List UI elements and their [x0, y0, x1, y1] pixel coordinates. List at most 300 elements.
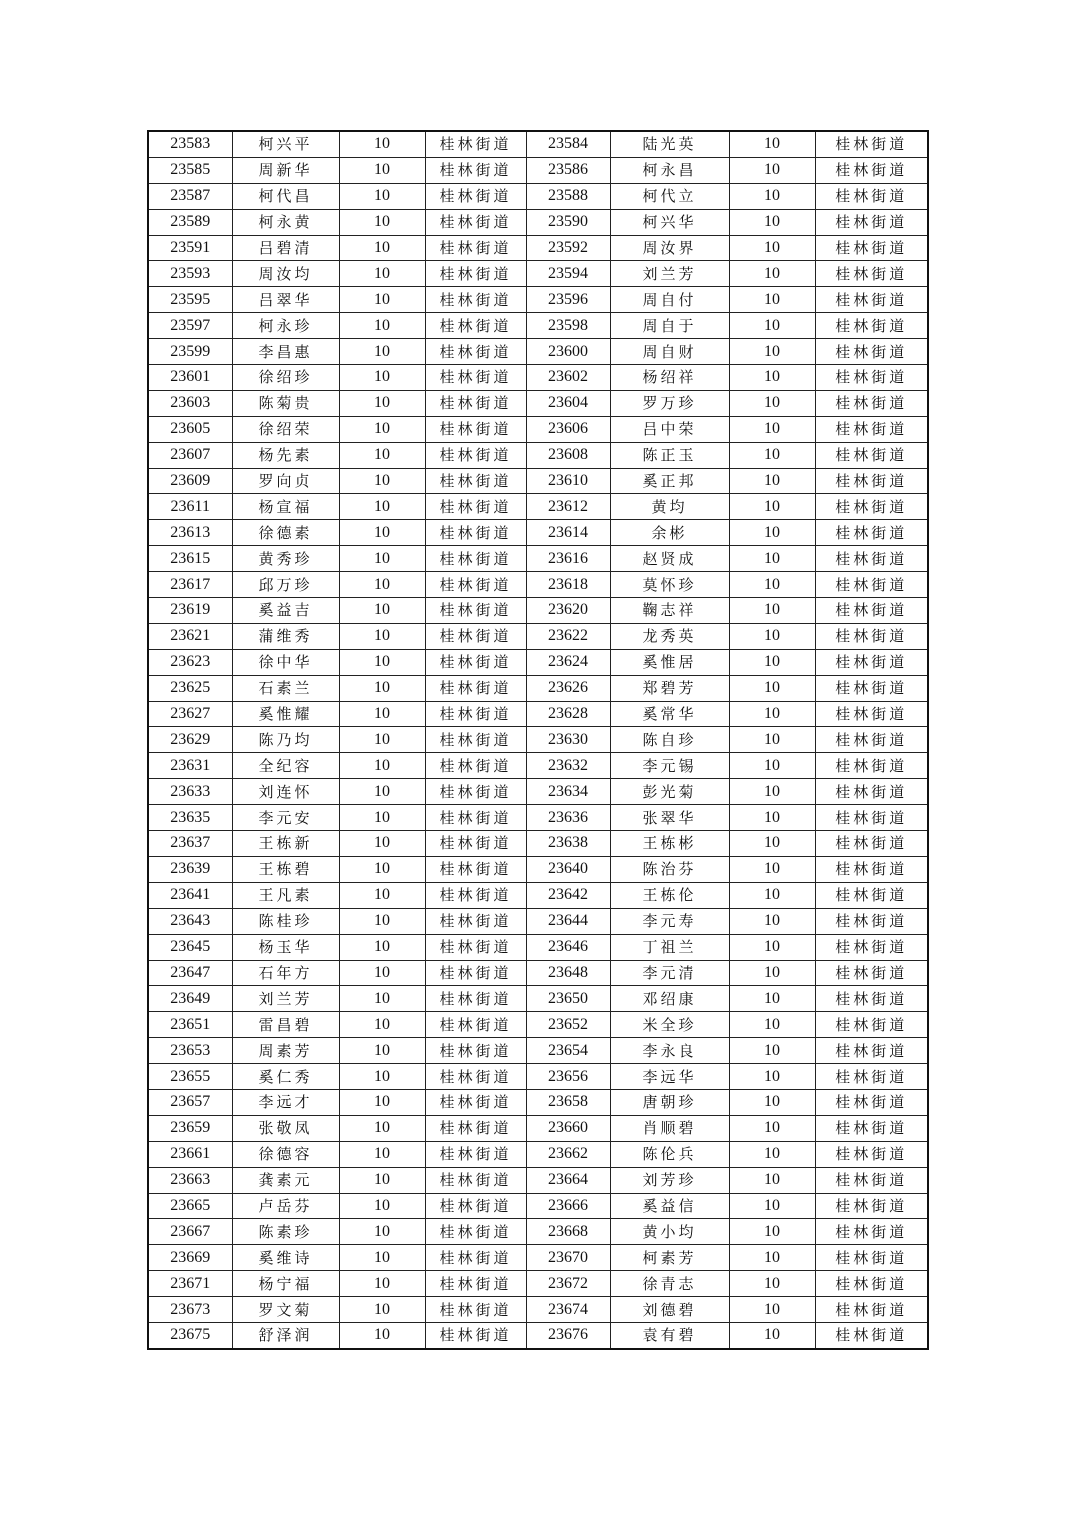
- name-cell: 彭光菊: [610, 779, 729, 805]
- name-cell: 黄小均: [610, 1219, 729, 1245]
- district-cell: 桂林街道: [425, 339, 526, 365]
- id-cell: 23674: [526, 1297, 610, 1323]
- district-cell: 桂林街道: [815, 960, 928, 986]
- id-cell: 23620: [526, 598, 610, 624]
- id-cell: 23624: [526, 649, 610, 675]
- name-cell: 杨绍祥: [610, 365, 729, 391]
- table-row: [148, 235, 928, 261]
- district-cell: 桂林街道: [815, 1012, 928, 1038]
- district-cell: 桂林街道: [425, 546, 526, 572]
- district-cell: 桂林街道: [425, 1038, 526, 1064]
- amount-cell: 10: [339, 494, 425, 520]
- amount-cell: 10: [729, 572, 815, 598]
- amount-cell: 10: [339, 623, 425, 649]
- amount-cell: 10: [339, 390, 425, 416]
- district-cell: 桂林街道: [815, 856, 928, 882]
- name-cell: 刘连怀: [232, 779, 339, 805]
- table-row: [148, 131, 928, 157]
- name-cell: 周素芳: [232, 1038, 339, 1064]
- table-row: [148, 753, 928, 779]
- district-cell: 桂林街道: [815, 442, 928, 468]
- amount-cell: 10: [729, 1167, 815, 1193]
- table-row: [148, 572, 928, 598]
- amount-cell: 10: [339, 598, 425, 624]
- amount-cell: 10: [339, 1193, 425, 1219]
- district-cell: 桂林街道: [425, 442, 526, 468]
- name-cell: 徐德素: [232, 520, 339, 546]
- id-cell: 23639: [148, 856, 232, 882]
- id-cell: 23641: [148, 882, 232, 908]
- district-cell: 桂林街道: [425, 1271, 526, 1297]
- id-cell: 23610: [526, 468, 610, 494]
- id-cell: 23597: [148, 313, 232, 339]
- amount-cell: 10: [729, 287, 815, 313]
- id-cell: 23651: [148, 1012, 232, 1038]
- id-cell: 23666: [526, 1193, 610, 1219]
- id-cell: 23675: [148, 1322, 232, 1348]
- amount-cell: 10: [339, 442, 425, 468]
- id-cell: 23648: [526, 960, 610, 986]
- amount-cell: 10: [729, 779, 815, 805]
- name-cell: 袁有碧: [610, 1322, 729, 1348]
- id-cell: 23598: [526, 313, 610, 339]
- amount-cell: 10: [729, 313, 815, 339]
- district-cell: 桂林街道: [815, 235, 928, 261]
- name-cell: 石年方: [232, 960, 339, 986]
- district-cell: 桂林街道: [425, 934, 526, 960]
- name-cell: 柯兴华: [610, 209, 729, 235]
- amount-cell: 10: [729, 1245, 815, 1271]
- district-cell: 桂林街道: [815, 779, 928, 805]
- district-cell: 桂林街道: [815, 1038, 928, 1064]
- id-cell: 23634: [526, 779, 610, 805]
- amount-cell: 10: [729, 649, 815, 675]
- name-cell: 罗文菊: [232, 1297, 339, 1323]
- amount-cell: 10: [339, 882, 425, 908]
- id-cell: 23622: [526, 623, 610, 649]
- district-cell: 桂林街道: [425, 131, 526, 157]
- name-cell: 徐绍珍: [232, 365, 339, 391]
- amount-cell: 10: [339, 908, 425, 934]
- district-cell: 桂林街道: [815, 1141, 928, 1167]
- district-cell: 桂林街道: [815, 882, 928, 908]
- district-cell: 桂林街道: [815, 675, 928, 701]
- id-cell: 23589: [148, 209, 232, 235]
- amount-cell: 10: [729, 1271, 815, 1297]
- name-cell: 李永良: [610, 1038, 729, 1064]
- name-cell: 全纪容: [232, 753, 339, 779]
- district-cell: 桂林街道: [425, 753, 526, 779]
- district-cell: 桂林街道: [815, 209, 928, 235]
- id-cell: 23594: [526, 261, 610, 287]
- name-cell: 柯永黄: [232, 209, 339, 235]
- id-cell: 23640: [526, 856, 610, 882]
- id-cell: 23663: [148, 1167, 232, 1193]
- id-cell: 23586: [526, 157, 610, 183]
- name-cell: 李元寿: [610, 908, 729, 934]
- amount-cell: 10: [339, 649, 425, 675]
- name-cell: 黄均: [610, 494, 729, 520]
- amount-cell: 10: [729, 1219, 815, 1245]
- name-cell: 杨先素: [232, 442, 339, 468]
- table-row: [148, 1297, 928, 1323]
- name-cell: 柯代昌: [232, 183, 339, 209]
- id-cell: 23644: [526, 908, 610, 934]
- name-cell: 杨宣福: [232, 494, 339, 520]
- table-row: [148, 1141, 928, 1167]
- district-cell: 桂林街道: [425, 1322, 526, 1348]
- id-cell: 23595: [148, 287, 232, 313]
- amount-cell: 10: [339, 675, 425, 701]
- roster-table: [147, 130, 929, 1350]
- id-cell: 23616: [526, 546, 610, 572]
- id-cell: 23657: [148, 1089, 232, 1115]
- amount-cell: 10: [339, 1115, 425, 1141]
- name-cell: 唐朝珍: [610, 1089, 729, 1115]
- table-row: [148, 1193, 928, 1219]
- district-cell: 桂林街道: [815, 520, 928, 546]
- amount-cell: 10: [339, 183, 425, 209]
- table-row: [148, 649, 928, 675]
- id-cell: 23591: [148, 235, 232, 261]
- id-cell: 23625: [148, 675, 232, 701]
- name-cell: 肖顺碧: [610, 1115, 729, 1141]
- district-cell: 桂林街道: [815, 623, 928, 649]
- name-cell: 徐绍荣: [232, 416, 339, 442]
- id-cell: 23612: [526, 494, 610, 520]
- name-cell: 李远华: [610, 1064, 729, 1090]
- amount-cell: 10: [729, 1141, 815, 1167]
- id-cell: 23642: [526, 882, 610, 908]
- amount-cell: 10: [729, 390, 815, 416]
- district-cell: 桂林街道: [425, 908, 526, 934]
- id-cell: 23647: [148, 960, 232, 986]
- amount-cell: 10: [339, 131, 425, 157]
- district-cell: 桂林街道: [815, 1219, 928, 1245]
- name-cell: 奚维诗: [232, 1245, 339, 1271]
- id-cell: 23611: [148, 494, 232, 520]
- amount-cell: 10: [729, 261, 815, 287]
- district-cell: 桂林街道: [425, 209, 526, 235]
- name-cell: 刘兰芳: [610, 261, 729, 287]
- name-cell: 柯素芳: [610, 1245, 729, 1271]
- table-row: [148, 520, 928, 546]
- district-cell: 桂林街道: [425, 1115, 526, 1141]
- name-cell: 刘德碧: [610, 1297, 729, 1323]
- amount-cell: 10: [339, 1297, 425, 1323]
- district-cell: 桂林街道: [425, 805, 526, 831]
- name-cell: 余彬: [610, 520, 729, 546]
- district-cell: 桂林街道: [425, 986, 526, 1012]
- district-cell: 桂林街道: [815, 934, 928, 960]
- id-cell: 23646: [526, 934, 610, 960]
- name-cell: 陈治芬: [610, 856, 729, 882]
- district-cell: 桂林街道: [815, 157, 928, 183]
- id-cell: 23599: [148, 339, 232, 365]
- amount-cell: 10: [339, 572, 425, 598]
- id-cell: 23584: [526, 131, 610, 157]
- name-cell: 李元锡: [610, 753, 729, 779]
- id-cell: 23649: [148, 986, 232, 1012]
- district-cell: 桂林街道: [425, 675, 526, 701]
- table-row: [148, 1219, 928, 1245]
- name-cell: 王栋彬: [610, 831, 729, 857]
- id-cell: 23637: [148, 831, 232, 857]
- id-cell: 23653: [148, 1038, 232, 1064]
- id-cell: 23602: [526, 365, 610, 391]
- id-cell: 23617: [148, 572, 232, 598]
- district-cell: 桂林街道: [425, 416, 526, 442]
- id-cell: 23606: [526, 416, 610, 442]
- name-cell: 李元清: [610, 960, 729, 986]
- id-cell: 23632: [526, 753, 610, 779]
- id-cell: 23609: [148, 468, 232, 494]
- id-cell: 23633: [148, 779, 232, 805]
- id-cell: 23660: [526, 1115, 610, 1141]
- amount-cell: 10: [729, 1297, 815, 1323]
- id-cell: 23669: [148, 1245, 232, 1271]
- roster-table-body: [148, 131, 928, 1349]
- district-cell: 桂林街道: [815, 805, 928, 831]
- name-cell: 丁祖兰: [610, 934, 729, 960]
- district-cell: 桂林街道: [425, 365, 526, 391]
- amount-cell: 10: [729, 753, 815, 779]
- amount-cell: 10: [339, 727, 425, 753]
- name-cell: 陈菊贵: [232, 390, 339, 416]
- name-cell: 郑碧芳: [610, 675, 729, 701]
- amount-cell: 10: [729, 934, 815, 960]
- district-cell: 桂林街道: [815, 572, 928, 598]
- table-row: [148, 1064, 928, 1090]
- amount-cell: 10: [729, 209, 815, 235]
- table-row: [148, 494, 928, 520]
- district-cell: 桂林街道: [425, 390, 526, 416]
- amount-cell: 10: [729, 1193, 815, 1219]
- table-row: [148, 1167, 928, 1193]
- table-row: [148, 261, 928, 287]
- amount-cell: 10: [339, 701, 425, 727]
- table-row: [148, 1115, 928, 1141]
- name-cell: 王凡素: [232, 882, 339, 908]
- district-cell: 桂林街道: [815, 701, 928, 727]
- name-cell: 奚正邦: [610, 468, 729, 494]
- name-cell: 徐中华: [232, 649, 339, 675]
- id-cell: 23629: [148, 727, 232, 753]
- amount-cell: 10: [729, 960, 815, 986]
- district-cell: 桂林街道: [425, 1064, 526, 1090]
- name-cell: 奚益吉: [232, 598, 339, 624]
- amount-cell: 10: [729, 235, 815, 261]
- name-cell: 吕碧清: [232, 235, 339, 261]
- name-cell: 奚惟耀: [232, 701, 339, 727]
- table-row: [148, 598, 928, 624]
- amount-cell: 10: [339, 468, 425, 494]
- name-cell: 罗向贞: [232, 468, 339, 494]
- district-cell: 桂林街道: [815, 1322, 928, 1348]
- district-cell: 桂林街道: [425, 1012, 526, 1038]
- name-cell: 陈桂珍: [232, 908, 339, 934]
- name-cell: 陈素珍: [232, 1219, 339, 1245]
- amount-cell: 10: [729, 157, 815, 183]
- amount-cell: 10: [729, 1038, 815, 1064]
- amount-cell: 10: [729, 494, 815, 520]
- id-cell: 23630: [526, 727, 610, 753]
- amount-cell: 10: [729, 183, 815, 209]
- id-cell: 23667: [148, 1219, 232, 1245]
- name-cell: 周自财: [610, 339, 729, 365]
- id-cell: 23656: [526, 1064, 610, 1090]
- id-cell: 23631: [148, 753, 232, 779]
- amount-cell: 10: [339, 856, 425, 882]
- district-cell: 桂林街道: [815, 1115, 928, 1141]
- name-cell: 张敬凤: [232, 1115, 339, 1141]
- district-cell: 桂林街道: [815, 390, 928, 416]
- name-cell: 黄秀珍: [232, 546, 339, 572]
- amount-cell: 10: [339, 753, 425, 779]
- table-row: [148, 416, 928, 442]
- district-cell: 桂林街道: [425, 572, 526, 598]
- amount-cell: 10: [339, 1219, 425, 1245]
- name-cell: 李远才: [232, 1089, 339, 1115]
- name-cell: 米全珍: [610, 1012, 729, 1038]
- name-cell: 王栋碧: [232, 856, 339, 882]
- name-cell: 蒲维秀: [232, 623, 339, 649]
- name-cell: 李昌惠: [232, 339, 339, 365]
- name-cell: 王栋新: [232, 831, 339, 857]
- name-cell: 周自付: [610, 287, 729, 313]
- amount-cell: 10: [729, 908, 815, 934]
- district-cell: 桂林街道: [425, 157, 526, 183]
- id-cell: 23668: [526, 1219, 610, 1245]
- name-cell: 奚仁秀: [232, 1064, 339, 1090]
- amount-cell: 10: [729, 365, 815, 391]
- id-cell: 23619: [148, 598, 232, 624]
- name-cell: 周汝均: [232, 261, 339, 287]
- district-cell: 桂林街道: [815, 183, 928, 209]
- name-cell: 陆光英: [610, 131, 729, 157]
- amount-cell: 10: [339, 1038, 425, 1064]
- amount-cell: 10: [339, 960, 425, 986]
- district-cell: 桂林街道: [425, 856, 526, 882]
- table-row: [148, 390, 928, 416]
- table-row: [148, 183, 928, 209]
- id-cell: 23621: [148, 623, 232, 649]
- amount-cell: 10: [729, 598, 815, 624]
- district-cell: 桂林街道: [815, 1297, 928, 1323]
- name-cell: 奚常华: [610, 701, 729, 727]
- id-cell: 23661: [148, 1141, 232, 1167]
- table-row: [148, 1038, 928, 1064]
- table-row: [148, 805, 928, 831]
- name-cell: 陈正玉: [610, 442, 729, 468]
- amount-cell: 10: [339, 365, 425, 391]
- amount-cell: 10: [339, 339, 425, 365]
- table-row: [148, 675, 928, 701]
- table-row: [148, 986, 928, 1012]
- amount-cell: 10: [339, 1012, 425, 1038]
- table-row: [148, 908, 928, 934]
- name-cell: 周汝界: [610, 235, 729, 261]
- id-cell: 23628: [526, 701, 610, 727]
- id-cell: 23583: [148, 131, 232, 157]
- table-row: [148, 1089, 928, 1115]
- amount-cell: 10: [339, 779, 425, 805]
- district-cell: 桂林街道: [815, 753, 928, 779]
- name-cell: 李元安: [232, 805, 339, 831]
- amount-cell: 10: [339, 209, 425, 235]
- district-cell: 桂林街道: [815, 1064, 928, 1090]
- name-cell: 柯永珍: [232, 313, 339, 339]
- table-row: [148, 831, 928, 857]
- amount-cell: 10: [729, 1322, 815, 1348]
- amount-cell: 10: [339, 313, 425, 339]
- id-cell: 23638: [526, 831, 610, 857]
- id-cell: 23592: [526, 235, 610, 261]
- district-cell: 桂林街道: [815, 1245, 928, 1271]
- district-cell: 桂林街道: [425, 779, 526, 805]
- district-cell: 桂林街道: [815, 546, 928, 572]
- id-cell: 23671: [148, 1271, 232, 1297]
- district-cell: 桂林街道: [425, 287, 526, 313]
- district-cell: 桂林街道: [815, 339, 928, 365]
- name-cell: 赵贤成: [610, 546, 729, 572]
- amount-cell: 10: [339, 235, 425, 261]
- table-row: [148, 468, 928, 494]
- name-cell: 徐青志: [610, 1271, 729, 1297]
- amount-cell: 10: [339, 805, 425, 831]
- id-cell: 23623: [148, 649, 232, 675]
- amount-cell: 10: [729, 520, 815, 546]
- district-cell: 桂林街道: [815, 468, 928, 494]
- district-cell: 桂林街道: [815, 727, 928, 753]
- amount-cell: 10: [339, 1245, 425, 1271]
- id-cell: 23614: [526, 520, 610, 546]
- amount-cell: 10: [729, 675, 815, 701]
- id-cell: 23588: [526, 183, 610, 209]
- table-row: [148, 1322, 928, 1348]
- id-cell: 23658: [526, 1089, 610, 1115]
- district-cell: 桂林街道: [815, 1167, 928, 1193]
- table-row: [148, 779, 928, 805]
- district-cell: 桂林街道: [425, 1193, 526, 1219]
- id-cell: 23585: [148, 157, 232, 183]
- district-cell: 桂林街道: [425, 701, 526, 727]
- table-row: [148, 365, 928, 391]
- table-row: [148, 727, 928, 753]
- name-cell: 刘兰芳: [232, 986, 339, 1012]
- name-cell: 龙秀英: [610, 623, 729, 649]
- id-cell: 23607: [148, 442, 232, 468]
- id-cell: 23665: [148, 1193, 232, 1219]
- id-cell: 23670: [526, 1245, 610, 1271]
- district-cell: 桂林街道: [425, 235, 526, 261]
- name-cell: 杨宁福: [232, 1271, 339, 1297]
- id-cell: 23615: [148, 546, 232, 572]
- name-cell: 柯永昌: [610, 157, 729, 183]
- district-cell: 桂林街道: [425, 1297, 526, 1323]
- name-cell: 刘芳珍: [610, 1167, 729, 1193]
- amount-cell: 10: [729, 1012, 815, 1038]
- id-cell: 23600: [526, 339, 610, 365]
- id-cell: 23627: [148, 701, 232, 727]
- amount-cell: 10: [729, 727, 815, 753]
- table-row: [148, 1245, 928, 1271]
- amount-cell: 10: [339, 831, 425, 857]
- district-cell: 桂林街道: [425, 623, 526, 649]
- district-cell: 桂林街道: [815, 365, 928, 391]
- name-cell: 柯代立: [610, 183, 729, 209]
- table-row: [148, 209, 928, 235]
